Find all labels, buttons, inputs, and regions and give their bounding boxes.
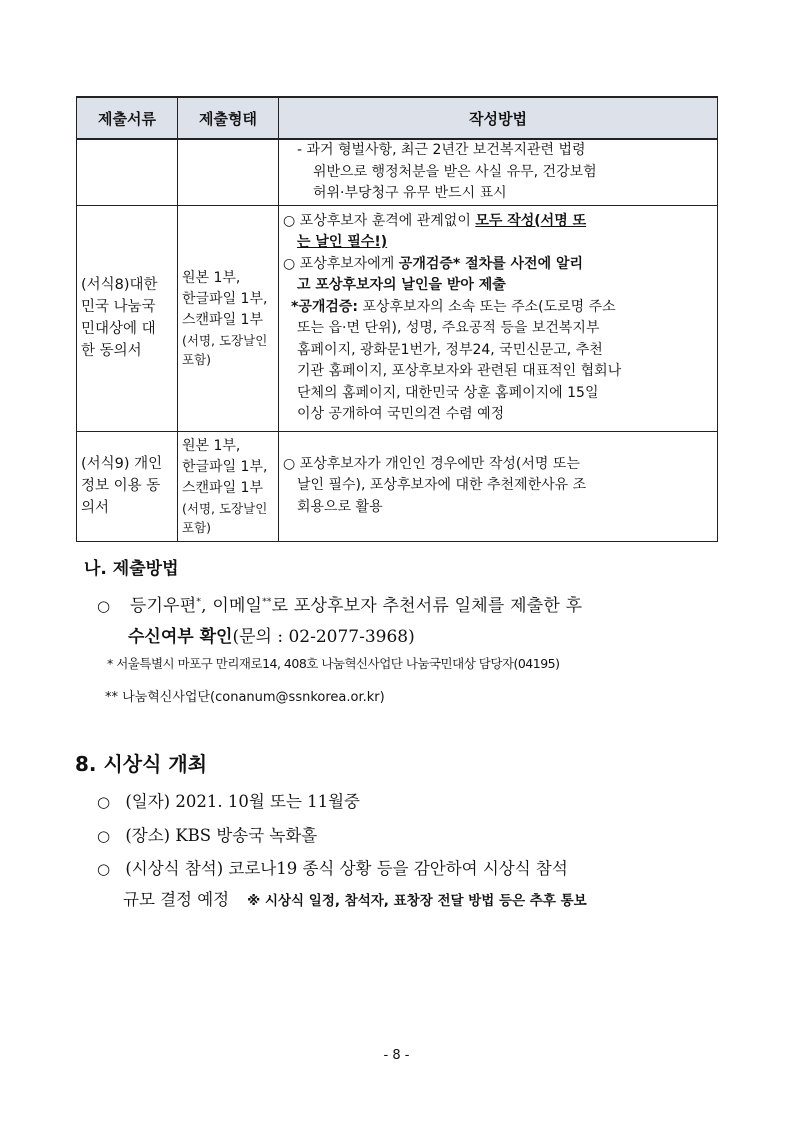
header-document: 제출서류: [77, 97, 178, 139]
footnote-address: * 서울특별시 마포구 만리재로14, 408호 나눔혁신사업단 나눔국민대상 담당자(04195): [107, 656, 560, 671]
table-cell-format: [178, 431, 279, 541]
text-line: 위반으로 행정처분을 받은 사실 유무, 건강보험: [313, 163, 597, 180]
text-line: (서식8)대한: [81, 277, 158, 293]
text-line: 포함): [182, 519, 212, 535]
paragraph-submission: [97, 591, 582, 616]
text-run: ○ 포상후보자에게: [283, 255, 399, 272]
text-line: ○ 포상후보자가 개인인 경우에만 작성(서명 또는: [283, 455, 580, 472]
submission-table: [76, 96, 718, 542]
text-run: 포상후보자의 소속 또는 주소(도로명 주소: [358, 298, 616, 315]
text-line: 허위·부당청구 유무 반드시 표시: [313, 185, 507, 201]
bullet-circle: ○: [97, 827, 111, 845]
table-row: [77, 431, 718, 541]
ceremony-item-attendance: [97, 855, 568, 879]
text-run: (문의 : 02-2077-3968): [232, 627, 415, 647]
table-cell: [77, 139, 178, 205]
bullet-circle: ○: [97, 597, 111, 615]
table-cell: [178, 139, 279, 205]
text-line: (서명, 도장날인: [182, 332, 268, 348]
text-line: (서명, 도장날인: [182, 500, 268, 516]
text-line: 한글파일 1부,: [182, 290, 268, 307]
text-run: 등기우편: [129, 596, 197, 616]
text-line: 의서: [81, 500, 110, 516]
text-line: 정보 이용 동: [81, 478, 161, 494]
emphasis-text: 수신여부 확인: [128, 627, 233, 647]
ceremony-item-attendance-continued: [123, 886, 587, 910]
table-row: [77, 205, 718, 431]
text-line: 단체의 홈페이지, 대한민국 상훈 홈페이지에 15일: [297, 384, 599, 401]
ceremony-item-place: [97, 822, 317, 846]
footnote-email: ** 나눔혁신사업단(conanum@ssnkorea.or.kr): [105, 690, 385, 705]
table-cell-method: [279, 139, 718, 205]
text-line: 회용으로 활용: [297, 498, 383, 515]
table-cell-method: [279, 205, 718, 431]
text-line: [283, 275, 713, 297]
footnote-mark: *: [196, 597, 202, 608]
text-run: 규모 결정 예정: [123, 890, 230, 909]
text-line: 원본 1부,: [182, 437, 241, 454]
text-line: 기관 홈페이지, 포상후보자와 관련된 대표적인 협회나: [297, 363, 622, 379]
header-method: 작성방법: [279, 97, 718, 139]
text-line: 홈페이지, 광화문1번가, 정부24, 국민신문고, 추천: [297, 341, 603, 358]
text-run: 로 포상후보자 추천서류 일체를 제출한 후: [271, 596, 583, 616]
text-run: , 이메일: [201, 596, 263, 616]
text-line: (서식9) 개인: [81, 456, 163, 472]
header-format: 제출형태: [178, 97, 279, 139]
emphasis-text: 공개검증* 절차를 사전에 알리: [398, 255, 584, 272]
text-line: [283, 232, 713, 254]
emphasis-text: 모두 작성(서명 또: [475, 212, 587, 229]
emphasis-text: 고 포상후보자의 날인을 받아 제출: [297, 277, 506, 293]
text-line: 스캔파일 1부: [182, 311, 263, 328]
footnote-mark: **: [262, 597, 272, 608]
text-line: [283, 211, 713, 233]
text-line: 스캔파일 1부: [182, 479, 263, 496]
text-run: (일자) 2021. 10월 또는 11월중: [125, 792, 360, 811]
text-run: ○ 포상후보자 훈격에 관계없이: [283, 212, 476, 229]
text-line: 또는 읍·면 단위), 성명, 주요공적 등을 보건복지부: [297, 320, 600, 336]
text-line: 민국 나눔국: [81, 299, 156, 315]
text-line: 한 동의서: [81, 343, 142, 359]
ceremony-note: ※ 시상식 일정, 참석자, 표창장 전달 방법 등은 추후 통보: [247, 893, 587, 909]
table-header-row: [77, 97, 718, 139]
ceremony-item-date: [97, 788, 360, 812]
table-cell-format: [178, 205, 279, 431]
bullet-circle: ○: [97, 860, 111, 878]
text-line: 한글파일 1부,: [182, 458, 268, 475]
section-heading-ceremony: 8. 시상식 개최: [75, 752, 208, 776]
text-run: (장소) KBS 방송국 녹화홀: [125, 826, 318, 845]
page-number: - 8 -: [383, 1048, 410, 1063]
bullet-circle: ○: [97, 793, 111, 811]
text-line: 이상 공개하여 국민의견 수렴 예정: [297, 406, 505, 422]
table-cell-method: [279, 431, 718, 541]
text-line: 민대상에 대: [81, 321, 156, 337]
text-line: [283, 297, 713, 319]
table-row: [77, 139, 718, 205]
section-heading-submission-method: 나. 제출방법: [84, 559, 179, 579]
table-cell-document: [77, 205, 178, 431]
text-line: 포함): [182, 351, 212, 367]
emphasis-text: 는 날인 필수!): [297, 234, 388, 250]
text-line: [283, 254, 713, 276]
table-cell-document: [77, 431, 178, 541]
emphasis-text: *공개검증:: [291, 298, 359, 315]
text-line: 원본 1부,: [182, 269, 241, 286]
text-line: 날인 필수), 포상후보자에 대한 추천제한사유 조: [297, 477, 587, 494]
text-run: (시상식 참석) 코로나19 종식 상황 등을 감안하여 시상식 참석: [125, 859, 568, 878]
paragraph-submission-continued: [128, 622, 415, 647]
text-line: - 과거 형벌사항, 최근 2년간 보건복지관련 법령: [297, 142, 586, 158]
